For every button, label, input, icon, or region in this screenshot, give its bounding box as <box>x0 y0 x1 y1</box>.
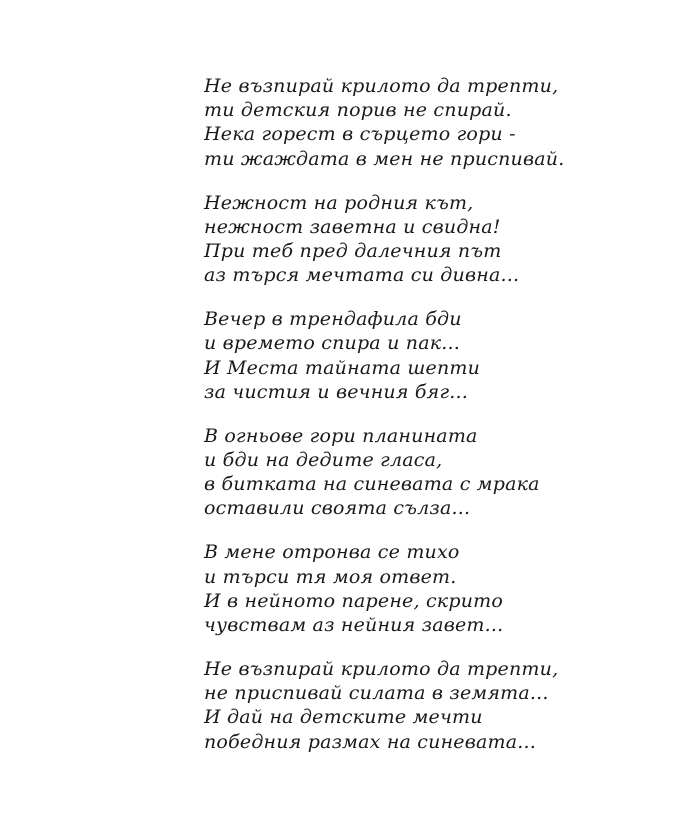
poem-line: аз търся мечтата си дивна... <box>204 264 520 287</box>
poem-line: и бди на дедите гласа, <box>204 449 443 472</box>
poem-line: При теб пред далечния път <box>204 240 502 263</box>
poem-line: за чистия и вечния бяг... <box>204 380 468 403</box>
poem-line: не приспивай силата в земята... <box>204 682 549 705</box>
poem-line: Вечер в трендафила бди <box>204 308 462 331</box>
poem-line: и времето спира и пак... <box>204 332 460 355</box>
poem-line: Не възпирай крилото да трепти, <box>204 658 559 681</box>
stanza-3 <box>204 307 644 404</box>
poem-line: И Места тайната шепти <box>204 356 481 379</box>
poem-line: нежност заветна и свидна! <box>204 215 501 238</box>
poem-line: в битката на синевата с мрака <box>204 473 540 496</box>
poem-line: Не възпирай крилото да трепти, <box>204 75 559 97</box>
poem-line: оставили своята сълза... <box>204 497 471 520</box>
poem-line: В огньове гори планината <box>204 424 478 447</box>
poem-line: В мене отронва се тихо <box>204 541 460 564</box>
poem-line: и търси тя моя ответ. <box>204 565 457 588</box>
poem-line: Нека горест в сърцето гори - <box>204 123 516 146</box>
stanza-6 <box>204 657 644 754</box>
poem-line: ти жаждата в мен не приспивай. <box>204 147 565 170</box>
poem-line: Нежност на родния кът, <box>204 191 474 214</box>
stanza-4 <box>204 424 644 521</box>
poem-line: чувствам аз нейния завет... <box>204 614 504 637</box>
poem-line: ти детския порив не спирай. <box>204 99 512 122</box>
stanza-5 <box>204 540 644 637</box>
poem-line: победния размах на синевата... <box>204 730 536 753</box>
poem <box>204 74 644 754</box>
stanza-1 <box>204 74 644 171</box>
poem-line: И в нейното парене, скрито <box>204 589 504 612</box>
stanza-2 <box>204 191 644 288</box>
poem-line: И дай на детските мечти <box>204 706 483 729</box>
